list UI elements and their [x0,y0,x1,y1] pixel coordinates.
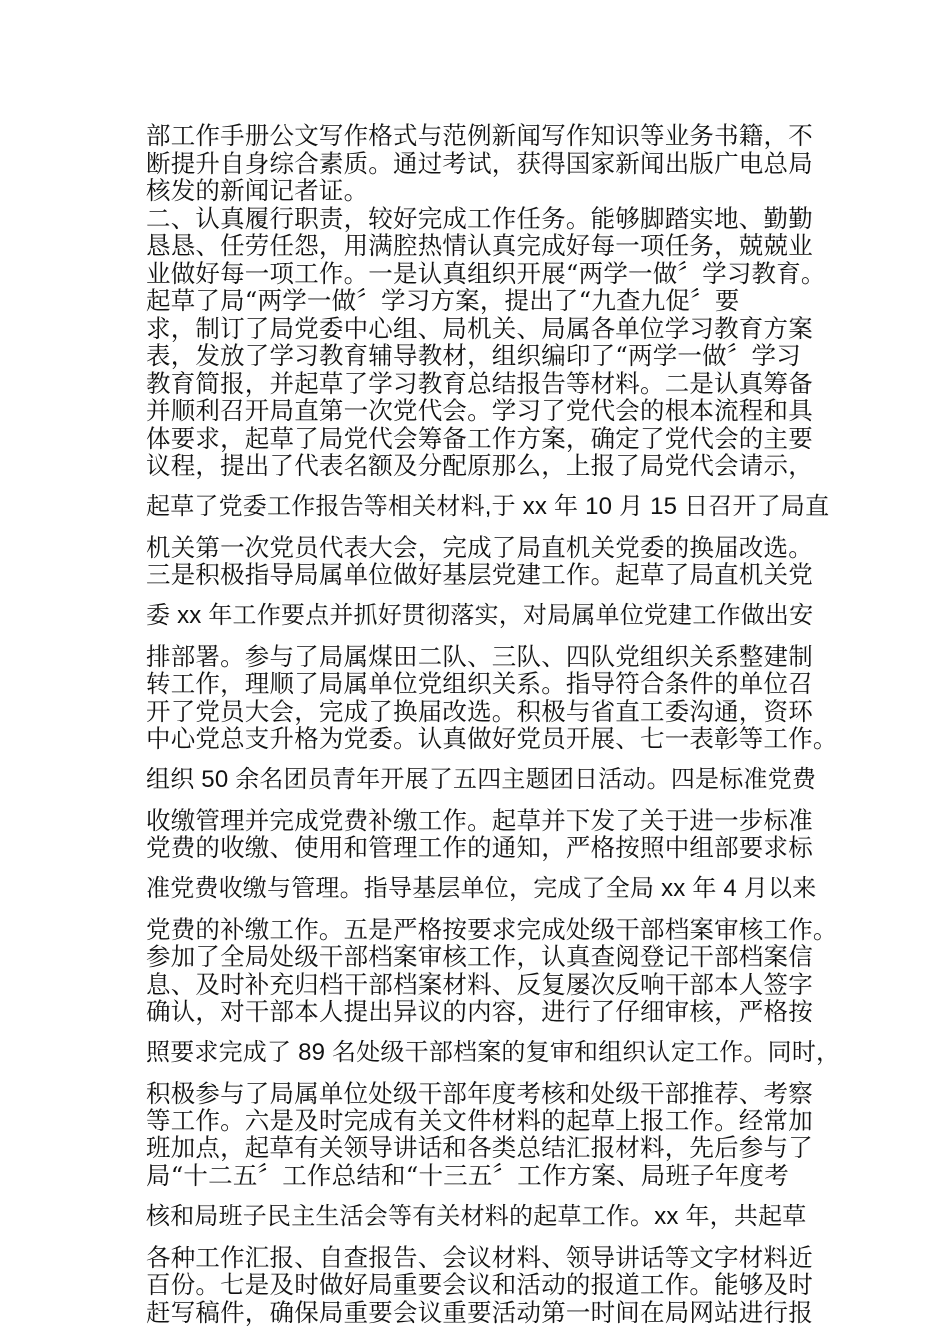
text-line: 党费的补缴工作。五是严格按要求完成处级干部档案审核工作。 [146,915,838,944]
text-line: 参加了全局处级干部档案审核工作，认真查阅登记干部档案信 [146,942,813,971]
text-line: 积极参与了局属单位处级干部年度考核和处级干部推荐、考察 [146,1079,813,1108]
text-line: 起草了党委工作报告等相关材料,于 xx 年 10 月 15 日召开了局直 [146,493,830,520]
text-line: 班加点，起草有关领导讲话和各类总结汇报材料，先后参与了 [146,1133,813,1162]
text-line: 党费的收缴、使用和管理工作的通知，严格按照中组部要求标 [146,833,813,862]
text-line: 收缴管理并完成党费补缴工作。起草并下发了关于进一步标准 [146,806,813,835]
text-line: 等工作。六是及时完成有关文件材料的起草上报工作。经常加 [146,1106,813,1135]
text-line: 中心党总支升格为党委。认真做好党员开展、七一表彰等工作。 [146,724,838,753]
text-line: 确认，对干部本人提出异议的内容，进行了仔细审核，严格按 [146,997,813,1026]
text-line: 息、及时补充归档干部档案材料、反复屡次反响干部本人签字 [146,970,813,999]
text-line: 并顺利召开局直第一次党代会。学习了党代会的根本流程和具 [146,396,813,425]
text-line: 赶写稿件，确保局重要会议重要活动第一时间在局网站进行报 [146,1298,813,1327]
text-line: 起草了局“两学一做〞学习方案，提出了“九查九促〞要 [146,286,740,315]
text-line: 部工作手册公文写作格式与范例新闻写作知识等业务书籍，不 [146,121,813,150]
text-line: 恳恳、任劳任怨，用满腔热情认真完成好每一项任务，兢兢业 [146,231,813,260]
text-line: 准党费收缴与管理。指导基层单位，完成了全局 xx 年 4 月以来 [146,875,817,902]
text-line: 照要求完成了 89 名处级干部档案的复审和组织认定工作。同时， [146,1039,841,1066]
text-line: 核和局班子民主生活会等有关材料的起草工作。xx 年，共起草 [146,1203,807,1230]
text-line: 二、认真履行职责，较好完成工作任务。能够脚踏实地、勤勤 [146,204,813,233]
text-line: 核发的新闻记者证。 [146,176,369,205]
text-line: 组织 50 余名团员青年开展了五四主题团日活动。四是标准党费 [146,766,817,793]
text-line: 机关第一次党员代表大会，完成了局直机关党委的换届改选。 [146,533,813,562]
text-line: 业做好每一项工作。一是认真组织开展“两学一做〞学习教育。 [146,259,826,288]
text-line: 局“十二五〞工作总结和“十三五〞工作方案、局班子年度考 [146,1161,789,1190]
text-line: 表，发放了学习教育辅导教材，组织编印了“两学一做〞学习 [146,341,801,370]
text-line: 体要求，起草了局党代会筹备工作方案，确定了党代会的主要 [146,424,813,453]
text-line: 转工作，理顺了局属单位党组织关系。指导符合条件的单位召 [146,669,813,698]
text-line: 百份。七是及时做好局重要会议和活动的报道工作。能够及时 [146,1270,813,1299]
text-line: 排部署。参与了局属煤田二队、三队、四队党组织关系整建制 [146,642,813,671]
text-line: 各种工作汇报、自查报告、会议材料、领导讲话等文字材料近 [146,1243,813,1272]
text-line: 委 xx 年工作要点并抓好贯彻落实，对局属单位党建工作做出安 [146,602,814,629]
text-line: 三是积极指导局属单位做好基层党建工作。起草了局直机关党 [146,560,813,589]
text-line: 教育简报，并起草了学习教育总结报告等材料。二是认真筹备 [146,369,813,398]
text-line: 开了党员大会，完成了换届改选。积极与省直工委沟通，资环 [146,697,813,726]
text-line: 求，制订了局党委中心组、局机关、局属各单位学习教育方案 [146,314,813,343]
text-line: 断提升自身综合素质。通过考试，获得国家新闻出版广电总局 [146,149,813,178]
text-line: 议程，提出了代表名额及分配原那么，上报了局党代会请示， [146,451,813,480]
